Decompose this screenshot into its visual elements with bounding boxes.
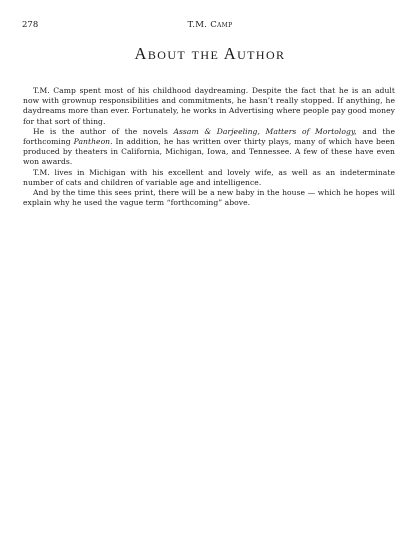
forthcoming-title: Pantheon.: [73, 137, 113, 147]
running-title: T.M. Camp: [187, 20, 233, 30]
bio-paragraph-4: And by the time this sees print, there will be a new baby in the house — which he hopes will explain why he used the vague term “forthcoming” above.: [23, 188, 395, 208]
novel-titles: Assam & Darjeeling, Matters of Mortology,: [173, 126, 357, 136]
chapter-title: About the Author: [134, 44, 286, 63]
paragraph-2-lead: He is the author of the novels: [33, 126, 174, 136]
bio-paragraph-3: T.M. lives in Michigan with his excellent and lovely wife, as well as an indeterminate number of cats and children of variable age and intelligence.: [23, 167, 395, 187]
running-header: [22, 18, 398, 32]
author-bio: [23, 86, 395, 208]
paragraph-2-mid: and the forthcoming: [23, 126, 396, 147]
page-number: 278: [22, 20, 39, 30]
bio-paragraph-1: T.M. Camp spent most of his childhood daydreaming. Despite the fact that he is an adult now with grownup responsibilities and commitments, he hasn’t really stopped. If anything, he daydreams more than ever. Fortunately, he works in Advertising where people pay good money for that sort of thing.: [23, 86, 395, 126]
paragraph-2-tail: In addition, he has written over thirty plays, many of which have been produced by theaters in California, Michigan, Iowa, and Tennessee. A few of these have even won awards.: [23, 137, 395, 167]
bio-paragraph-2: [23, 127, 395, 168]
